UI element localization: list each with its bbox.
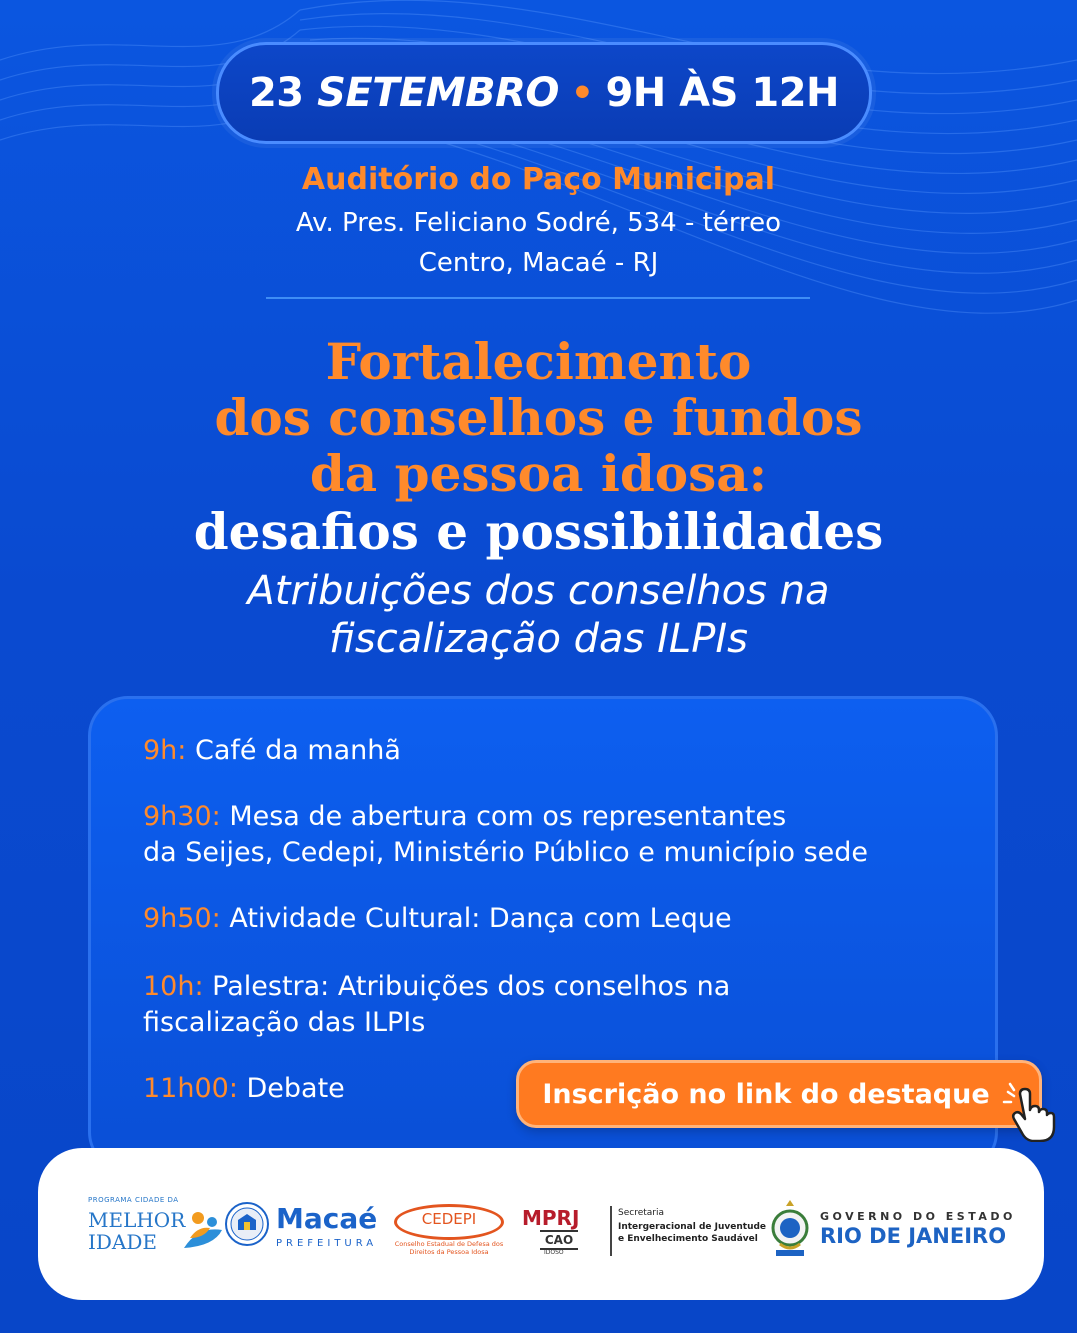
macae-crest-icon	[224, 1200, 270, 1248]
separator-dot: •	[570, 72, 594, 114]
schedule-item	[143, 901, 732, 937]
schedule-time: 9h50:	[143, 903, 221, 934]
headline-line1: Fortalecimento	[325, 332, 752, 391]
schedule-time: 9h30:	[143, 801, 221, 832]
venue-title: Auditório do Paço Municipal	[301, 162, 776, 197]
schedule-time: 9h:	[143, 735, 187, 766]
registration-button[interactable]	[516, 1060, 1042, 1128]
people-icon	[182, 1208, 224, 1252]
headline-line3: da pessoa idosa:	[309, 444, 768, 503]
venue-address-line2: Centro, Macaé - RJ	[418, 248, 659, 278]
schedule-time: 11h00:	[143, 1073, 238, 1104]
venue-address-line1: Av. Pres. Feliciano Sodré, 534 - térreo	[295, 208, 782, 238]
mprj-cao-logo: MPRJ CAO IDOSO	[522, 1206, 580, 1256]
schedule-item	[143, 1071, 345, 1107]
headline-line4: desafios e possibilidades	[193, 502, 884, 561]
schedule-text-continued: da Seijes, Cedepi, Ministério Público e município sede	[143, 837, 869, 868]
schedule-item	[143, 799, 868, 871]
schedule-time: 10h:	[143, 971, 204, 1002]
schedule-text-continued: fiscalização das ILPIs	[143, 1007, 426, 1038]
subtitle-line2: fiscalização das ILPIs	[329, 616, 748, 662]
secretaria-logo: Secretaria Intergeracional de Juventude e Envelhecimento Saudável	[610, 1206, 776, 1256]
divider	[266, 297, 810, 299]
cedepi-logo: CEDEPI Conselho Estadual de Defesa dos Direitos da Pessoa Idosa	[390, 1204, 510, 1260]
schedule-text: Mesa de abertura com os representantes	[220, 801, 787, 832]
schedule-text: Atividade Cultural: Dança com Leque	[220, 903, 732, 934]
governo-rj-logo: GOVERNO DO ESTADO RIO DE JANEIRO	[768, 1198, 1008, 1262]
hand-cursor-icon	[1002, 1082, 1056, 1142]
event-date: 23 SETEMBRO	[248, 70, 559, 116]
event-time: 9H ÀS 12H	[605, 70, 840, 116]
subtitle-line1: Atribuições dos conselhos na	[247, 568, 830, 614]
headline-line2: dos conselhos e fundos	[214, 388, 863, 447]
schedule-item	[143, 733, 401, 769]
schedule-text: Debate	[237, 1073, 345, 1104]
schedule-item	[143, 969, 730, 1041]
date-time-badge	[216, 42, 872, 144]
schedule-text: Café da manhã	[186, 735, 401, 766]
melhor-idade-logo: PROGRAMA CIDADE DA MELHOR IDADE	[88, 1196, 218, 1256]
schedule-text: Palestra: Atribuições dos conselhos na	[203, 971, 731, 1002]
registration-button-label: Inscrição no link do destaque	[542, 1078, 990, 1110]
macae-prefeitura-logo: Macaé PREFEITURA	[224, 1200, 374, 1256]
sponsors-footer	[38, 1148, 1044, 1300]
rj-coat-of-arms-icon	[768, 1198, 812, 1260]
